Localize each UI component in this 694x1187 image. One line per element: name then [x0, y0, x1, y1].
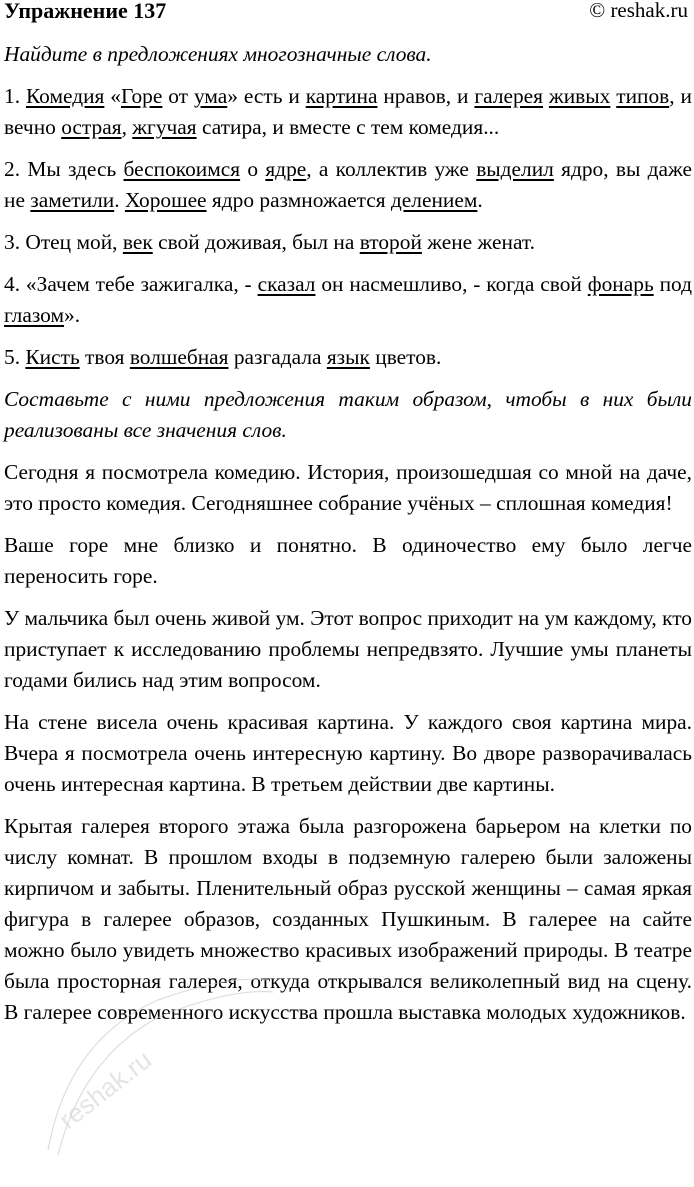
site-copyright: © reshak.ru	[589, 0, 688, 22]
polysemous-word: жгучая	[132, 115, 197, 139]
sentence-2	[4, 154, 692, 216]
polysemous-word: Кисть	[25, 345, 80, 369]
polysemous-word: беспокоимся	[123, 157, 241, 181]
sentence-text: ».	[64, 303, 81, 327]
polysemous-word: Горе	[120, 84, 163, 108]
answer-paragraph-4: На стене висела очень красивая картина. У каждого своя картина мира. Вчера я посмотрела очень интересную картину. Во дворе разворачивалась очень интересная картина. В третьем действии две картины.	[4, 710, 692, 796]
sentence-text: ,	[121, 115, 133, 139]
sentence-text: сатира, и вместе с тем комедия...	[196, 115, 500, 139]
watermark-text: reshak.ru	[53, 1044, 158, 1135]
sentence-text: 3. Отец мой,	[4, 230, 123, 254]
polysemous-word: острая	[61, 115, 122, 139]
sentences-list	[4, 81, 692, 373]
sentence-3	[4, 227, 692, 258]
sentence-1	[4, 81, 692, 143]
sentence-text: от	[162, 84, 194, 108]
sentence-text: 4. «Зачем тебе зажигалка, -	[4, 272, 258, 296]
sentence-text: под	[653, 272, 692, 296]
polysemous-word: язык	[326, 345, 370, 369]
polysemous-word: Хорошее	[124, 188, 207, 212]
polysemous-word: заметили	[30, 188, 115, 212]
instruction-compose: Составьте с ними предложения таким образом, чтобы в них были реализованы все значения слов.	[4, 387, 692, 442]
sentence-text: цветов.	[369, 345, 442, 369]
polysemous-word: фонарь	[587, 272, 654, 296]
sentence-text: 2. Мы здесь	[4, 157, 124, 181]
sentence-text: твоя	[79, 345, 130, 369]
polysemous-word: выделил	[476, 157, 554, 181]
sentence-text: жене женат.	[421, 230, 535, 254]
exercise-title: Упражнение 137	[4, 0, 167, 23]
sentence-text: 5.	[4, 345, 26, 369]
polysemous-word: ума	[193, 84, 228, 108]
sentence-text: он насмешливо, - когда свой	[315, 272, 588, 296]
sentence-text: .	[477, 188, 483, 212]
sentence-text: » есть и	[227, 84, 306, 108]
sentence-text: , и вечно	[4, 84, 692, 139]
polysemous-word: живых	[548, 84, 611, 108]
sentence-text: ядро размножается	[206, 188, 391, 212]
answer-paragraph-2: Ваше горе мне близко и понятно. В одиночество ему было легче переносить горе.	[4, 533, 692, 588]
sentence-text: нравов, и	[377, 84, 475, 108]
polysemous-word: типов	[616, 84, 670, 108]
sentence-text: «	[104, 84, 121, 108]
instruction-find-words: Найдите в предложениях многозначные слова.	[4, 42, 432, 66]
sentence-text: , а коллектив уже	[306, 157, 477, 181]
polysemous-word: сказал	[257, 272, 316, 296]
polysemous-word: волшебная	[129, 345, 229, 369]
sentence-text: ядро, вы даже не	[4, 157, 692, 212]
answer-paragraph-5: Крытая галерея второго этажа была разгорожена барьером на клетки по числу комнат. В прошлом входы в подземную галерею были заложены кирпичом и забыты. Пленительный образ русской женщины – самая яркая фигура в галерее образов, созданных Пушкиным. В галерее на сайте можно было увидеть множество красивых изображений природы. В театре была просторная галерея, откуда открывался великолепный вид на сцену. В галерее современного искусства прошла выставка молодых художников.	[4, 814, 692, 1024]
polysemous-word: картина	[305, 84, 378, 108]
sentence-4	[4, 269, 692, 331]
polysemous-word: второй	[359, 230, 422, 254]
sentence-text: .	[114, 188, 125, 212]
sentence-text: о	[240, 157, 266, 181]
polysemous-word: глазом	[4, 303, 65, 327]
answer-paragraph-1: Сегодня я посмотрела комедию. История, произошедшая со мной на даче, это просто комедия. Сегодняшнее собрание учёных – сплошная комедия!	[4, 460, 692, 515]
answer-paragraph-3: У мальчика был очень живой ум. Этот вопрос приходит на ум каждому, кто приступает к исследованию проблемы непредвзято. Лучшие умы планеты годами бились над этим вопросом.	[4, 606, 692, 692]
sentence-text: свой доживая, был на	[152, 230, 360, 254]
polysemous-word: век	[122, 230, 153, 254]
exercise-content	[4, 39, 692, 1039]
sentence-5	[4, 342, 692, 373]
polysemous-word: ядре	[265, 157, 307, 181]
sentence-text: разгадала	[228, 345, 327, 369]
sentence-text: 1.	[4, 84, 26, 108]
polysemous-word: делением	[390, 188, 478, 212]
page-header	[4, 0, 688, 24]
polysemous-word: Комедия	[25, 84, 105, 108]
answers-list	[4, 457, 692, 1028]
polysemous-word: галерея	[474, 84, 544, 108]
